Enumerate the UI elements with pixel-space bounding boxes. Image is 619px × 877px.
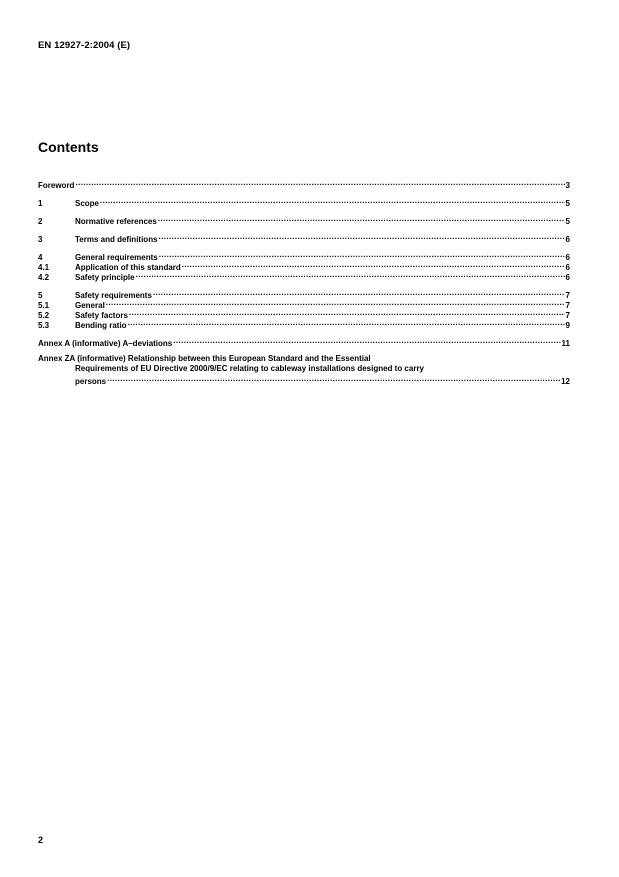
toc-entry-title: Application of this standard <box>75 263 181 272</box>
document-header: EN 12927-2:2004 (E) <box>38 40 131 51</box>
toc-entry-number: 4 <box>38 253 43 262</box>
toc-entry-page: 3 <box>565 181 570 190</box>
toc-entry-annex-a[interactable] <box>38 336 570 346</box>
toc-entry-general-requirements[interactable] <box>38 250 570 260</box>
toc-entry-number: 5.3 <box>38 321 50 330</box>
toc-entry-number: 4.1 <box>38 263 50 272</box>
contents-heading: Contents <box>38 139 99 155</box>
toc-entry-number: 3 <box>38 235 43 244</box>
toc-entry-page: 6 <box>565 253 570 262</box>
toc-entry-title: Safety factors <box>75 311 128 320</box>
toc-entry-title: General <box>75 301 105 310</box>
toc-entry-title: Annex A (informative) A–deviations <box>38 339 173 348</box>
toc-entry-number: 5.1 <box>38 301 50 310</box>
table-of-contents <box>38 178 570 384</box>
toc-entry-title: Terms and definitions <box>75 235 158 244</box>
toc-leader-dots <box>182 260 565 270</box>
toc-leader-dots <box>75 178 564 188</box>
toc-entry-title: Safety principle <box>75 273 135 282</box>
toc-entry-number: 2 <box>38 217 43 226</box>
toc-leader-dots <box>129 308 565 318</box>
toc-entry-page: 6 <box>565 263 570 272</box>
toc-entry-number: 4.2 <box>38 273 50 282</box>
toc-entry-page: 11 <box>561 339 570 348</box>
toc-leader-dots <box>136 270 565 280</box>
toc-entry-safety-requirements[interactable] <box>38 288 570 298</box>
toc-entry-page: 7 <box>565 291 570 300</box>
toc-entry-page: 12 <box>561 377 570 386</box>
toc-leader-dots <box>100 196 565 206</box>
toc-leader-dots <box>173 336 560 346</box>
toc-entry-title: Bending ratio <box>75 321 127 330</box>
toc-entry-annex-za[interactable] <box>38 354 570 364</box>
toc-entry-page: 5 <box>565 217 570 226</box>
toc-entry-page: 7 <box>565 301 570 310</box>
toc-entry-terms-definitions[interactable] <box>38 232 570 242</box>
toc-entry-number: 5.2 <box>38 311 50 320</box>
toc-entry-normative-references[interactable] <box>38 214 570 224</box>
toc-entry-page: 9 <box>565 321 570 330</box>
toc-entry-page: 5 <box>565 199 570 208</box>
toc-leader-dots <box>159 232 565 242</box>
toc-entry-number: 1 <box>38 199 43 208</box>
toc-entry-number: 5 <box>38 291 43 300</box>
toc-leader-dots <box>159 250 565 260</box>
toc-entry-foreword[interactable] <box>38 178 570 188</box>
toc-entry-general[interactable] <box>38 298 570 308</box>
toc-leader-dots <box>153 288 565 298</box>
toc-entry-title: Scope <box>75 199 100 208</box>
toc-leader-dots <box>106 298 565 308</box>
toc-entry-annex-za-last-line[interactable] <box>38 374 570 384</box>
toc-entry-title-continued: Requirements of EU Directive 2000/9/EC relating to cableway installations designed to carry <box>75 364 425 373</box>
page-number: 2 <box>38 835 44 845</box>
toc-entry-title: General requirements <box>75 253 158 262</box>
toc-entry-page: 6 <box>565 235 570 244</box>
toc-leader-dots <box>107 374 560 384</box>
toc-leader-dots <box>128 318 565 328</box>
toc-entry-title: Safety requirements <box>75 291 152 300</box>
toc-entry-page: 6 <box>565 273 570 282</box>
toc-entry-page: 7 <box>565 311 570 320</box>
toc-entry-safety-factors[interactable] <box>38 308 570 318</box>
toc-entry-scope[interactable] <box>38 196 570 206</box>
toc-leader-dots <box>158 214 565 224</box>
toc-entry-title: Foreword <box>38 181 75 190</box>
toc-entry-title: Annex ZA (informative) Relationship between this European Standard and the Essential <box>38 354 371 363</box>
toc-entry-title-continued: persons <box>75 377 107 386</box>
toc-entry-title: Normative references <box>75 217 157 226</box>
